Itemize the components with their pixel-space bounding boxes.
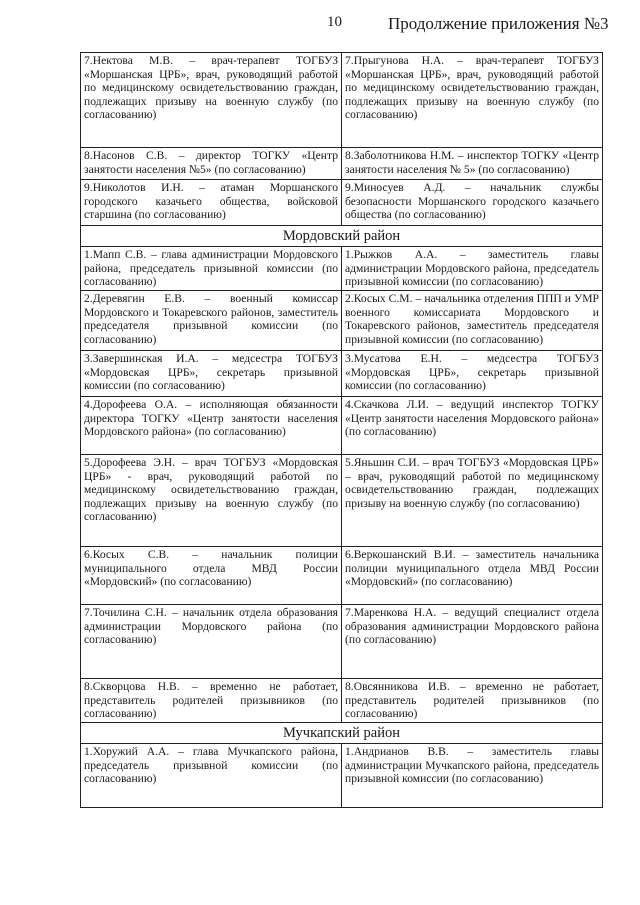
reserve-member-cell: 1.Рыжков А.А. – заместитель главы администрации Мордовского района, председатель призывной комиссии (по согласованию) (342, 247, 603, 291)
table-row (81, 605, 603, 679)
table-row (81, 180, 603, 226)
member-cell: 7.Точилина С.Н. – начальник отдела образования администрации Мордовского района (по согласованию) (81, 605, 342, 679)
reserve-member-cell: 8.Заболотникова Н.М. – инспектор ТОГКУ «Центр занятости населения № 5» (по согласованию) (342, 148, 603, 180)
district-header (81, 226, 603, 247)
district-header (81, 723, 603, 744)
table-row (81, 291, 603, 351)
member-cell: 9.Николотов И.Н. – атаман Моршанского городского казачьего общества, войсковой старшина (по согласованию) (81, 180, 342, 226)
member-cell: 8.Скворцова Н.В. – временно не работает, представитель родителей призывников (по согласованию) (81, 679, 342, 723)
reserve-member-cell: 5.Яньшин С.И. – врач ТОГБУЗ «Мордовская ЦРБ» – врач, руководящий работой по медицинскому освидетельствованию граждан, подлежащих призыву на военную службу (по согласованию) (342, 455, 603, 547)
table-row (81, 455, 603, 547)
table-row (81, 547, 603, 605)
member-cell: 4.Дорофеева О.А. – исполняющая обязанности директора ТОГКУ «Центр занятости населения Мордовского района» (по согласованию) (81, 397, 342, 455)
member-cell: 7.Нектова М.В. – врач-терапевт ТОГБУЗ «Моршанская ЦРБ», врач, руководящий работой по медицинскому освидетельствованию граждан, подлежащих призыву на военную службу (по согласованию) (81, 53, 342, 148)
reserve-member-cell: 7.Прыгунова Н.А. – врач-терапевт ТОГБУЗ «Моршанская ЦРБ», врач, руководящий работой по медицинскому освидетельствованию граждан, подлежащих призыву на военную службу (по согласованию) (342, 53, 603, 148)
table-row (81, 148, 603, 180)
commission-roster-table (80, 52, 603, 808)
table-row (81, 397, 603, 455)
reserve-member-cell: 1.Андрианов В.В. – заместитель главы администрации Мучкапского района, председатель призывной комиссии (по согласованию) (342, 744, 603, 808)
reserve-member-cell: 8.Овсянникова И.В. – временно не работает, представитель родителей призывников (по согласованию) (342, 679, 603, 723)
member-cell: 8.Насонов С.В. – директор ТОГКУ «Центр занятости населения №5» (по согласованию) (81, 148, 342, 180)
continuation-title: Продолжение приложения №3 (388, 14, 609, 33)
reserve-member-cell: 6.Веркошанский В.И. – заместитель начальника полиции муниципального отдела МВД России «Мордовский» (по согласованию) (342, 547, 603, 605)
district-name: Мордовский район (81, 226, 603, 247)
member-cell: 3.Завершинская И.А. – медсестра ТОГБУЗ «Мордовская ЦРБ», секретарь призывной комиссии (по согласованию) (81, 351, 342, 397)
reserve-member-cell: 3.Мусатова Е.Н. – медсестра ТОГБУЗ «Мордовская ЦРБ», секретарь призывной комиссии (по согласованию) (342, 351, 603, 397)
reserve-member-cell: 2.Косых С.М. – начальника отделения ППП и УМР военного комиссариата Мордовского и Токаревского районов, заместитель председателя призывной комиссии (по согласованию) (342, 291, 603, 351)
member-cell: 2.Деревягин Е.В. – военный комиссар Мордовского и Токаревского районов, заместитель председателя призывной комиссии (по согласованию) (81, 291, 342, 351)
member-cell: 6.Косых С.В. – начальник полиции муниципального отдела МВД России «Мордовский» (по согласованию) (81, 547, 342, 605)
reserve-member-cell: 7.Маренкова Н.А. – ведущий специалист отдела образования администрации Мордовского района (по согласованию) (342, 605, 603, 679)
table-row (81, 744, 603, 808)
reserve-member-cell: 9.Миносуев А.Д. – начальник службы безопасности Моршанского городского казачьего общества (по согласованию) (342, 180, 603, 226)
member-cell: 1.Мапп С.В. – глава администрации Мордовского района, председатель призывной комиссии (по согласованию) (81, 247, 342, 291)
member-cell: 1.Хоружий А.А. – глава Мучкапского района, председатель призывной комиссии (по согласованию) (81, 744, 342, 808)
table-row (81, 247, 603, 291)
page-number: 10 (327, 14, 342, 30)
reserve-member-cell: 4.Скачкова Л.И. – ведущий инспектор ТОГКУ «Центр занятости населения Мордовского района» (по согласованию) (342, 397, 603, 455)
district-name: Мучкапский район (81, 723, 603, 744)
table-row (81, 351, 603, 397)
table-row (81, 53, 603, 148)
member-cell: 5.Дорофеева Э.Н. – врач ТОГБУЗ «Мордовская ЦРБ» - врач, руководящий работой по медицинскому освидетельствованию граждан, подлежащих призыву на военную службу (по согласованию) (81, 455, 342, 547)
table-row (81, 679, 603, 723)
